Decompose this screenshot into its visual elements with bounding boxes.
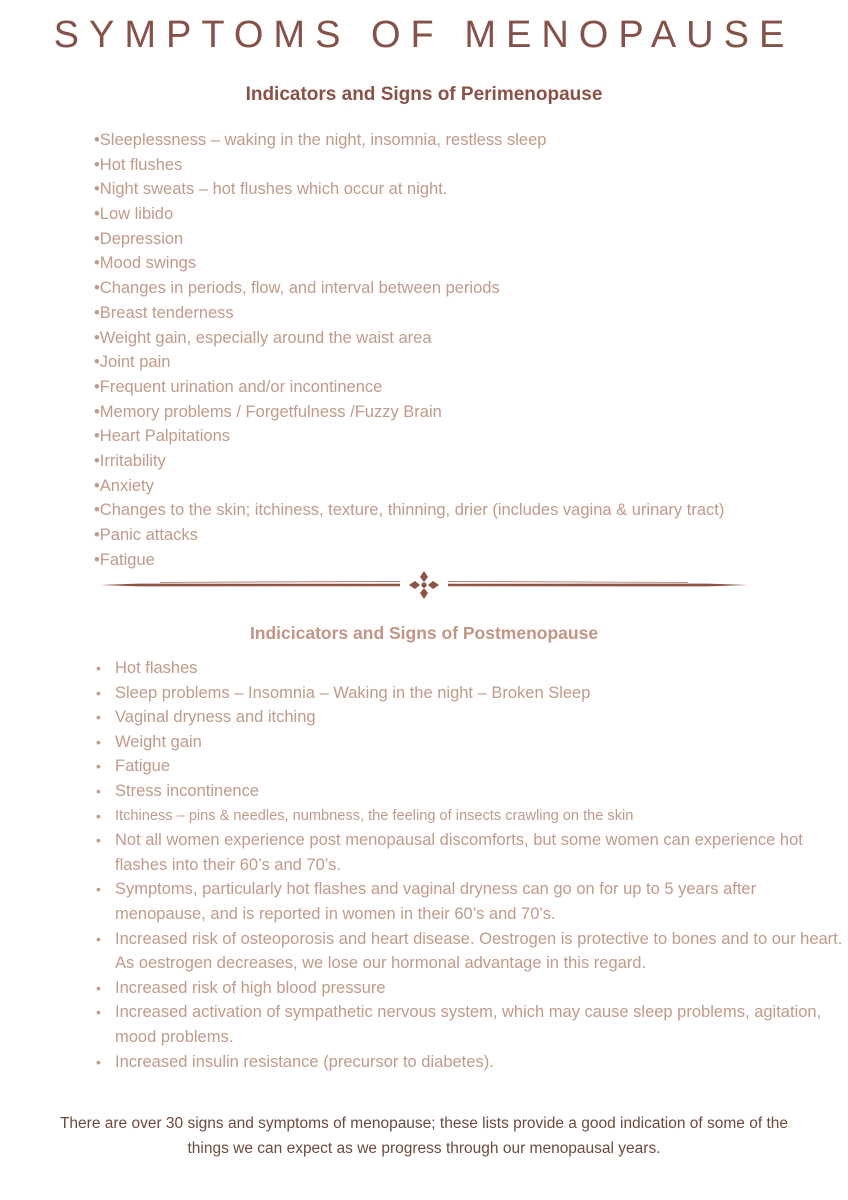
bullet-icon: • [96, 684, 101, 701]
list-item [94, 877, 844, 926]
list-item-text: Stress incontinence [115, 781, 259, 800]
list-item: •Heart Palpitations [94, 427, 231, 446]
postmenopause-heading: Indicicators and Signs of Postmenopause [249, 623, 599, 643]
list-item [94, 1050, 844, 1075]
perimenopause-list [94, 128, 724, 572]
list-item-text: Increased insulin resistance (precursor to diabetes). [115, 1052, 494, 1071]
divider-line-left [100, 584, 400, 587]
list-item: •Frequent urination and/or incontinence [94, 377, 383, 396]
list-item [94, 927, 844, 976]
list-item: •Hot flushes [94, 155, 183, 174]
list-item: •Changes to the skin; itchiness, texture, thinning, drier (includes vagina & urinary tract) [94, 501, 725, 520]
list-item-text: Fatigue [115, 757, 171, 776]
footer-note: There are over 30 signs and symptoms of menopause; these lists provide a good indication of some of the things we can expect as we progress through our menopausal years. [59, 1115, 789, 1157]
list-item [94, 656, 844, 681]
list-item: •Weight gain, especially around the waist area [94, 328, 432, 347]
divider-line-left-thin [160, 581, 400, 582]
postmenopause-list [94, 656, 844, 1074]
list-item [94, 730, 844, 755]
bullet-icon: • [96, 807, 101, 824]
bullet-icon: • [96, 709, 101, 726]
list-item [94, 779, 844, 804]
bullet-icon: • [96, 733, 101, 750]
list-item: •Memory problems / Forgetfulness /Fuzzy Brain [94, 402, 442, 421]
list-item: •Anxiety [94, 476, 154, 495]
divider-line-right-thin [448, 581, 688, 582]
list-item [94, 754, 844, 779]
list-item: •Breast tenderness [94, 303, 234, 322]
bullet-icon: • [96, 832, 101, 849]
bullet-icon: • [96, 758, 101, 775]
list-item: •Fatigue [94, 550, 155, 569]
list-item [94, 976, 844, 1001]
list-item: •Sleeplessness – waking in the night, insomnia, restless sleep [94, 131, 547, 149]
bullet-icon: • [96, 881, 101, 898]
list-item-text: Increased activation of sympathetic nervous system, which may cause sleep problems, agitation, mood problems. [115, 1003, 822, 1046]
list-item: •Low libido [94, 205, 174, 224]
list-item: •Irritability [94, 451, 166, 470]
list-item-text: Not all women experience post menopausal discomforts, but some women can experience hot flashes into their 60’s and 70’s. [115, 831, 803, 874]
list-item: •Panic attacks [94, 526, 198, 544]
page-title: SYMPTOMS OF MENOPAUSE [53, 14, 795, 56]
list-item-text: Symptoms, particularly hot flashes and vaginal dryness can go on for up to 5 years after menopause, and is reported in women in their 60’s and 70’s. [115, 880, 757, 923]
bullet-icon: • [96, 1004, 101, 1021]
list-item [94, 804, 844, 829]
list-item [94, 828, 844, 877]
list-item: •Mood swings [94, 254, 197, 273]
list-item-text: Weight gain [115, 732, 202, 751]
divider-line-right [448, 584, 748, 587]
bullet-icon: • [96, 660, 101, 676]
list-item-text: Hot flashes [115, 659, 198, 677]
list-item [94, 705, 844, 730]
list-item-text: Sleep problems – Insomnia – Waking in the night – Broken Sleep [115, 683, 591, 702]
ornamental-divider [100, 570, 748, 600]
list-item-text: Itchiness – pins & needles, numbness, the feeling of insects crawling on the skin [115, 807, 634, 824]
perimenopause-heading: Indicators and Signs of Perimenopause [245, 84, 603, 105]
list-item: •Depression [94, 229, 184, 248]
list-item-text: Vaginal dryness and itching [115, 708, 316, 727]
list-item-text: Increased risk of osteoporosis and heart disease. Oestrogen is protective to bones and to our heart. As oestrogen decreases, we lose our hormonal advantage in this regard. [115, 929, 843, 973]
list-item [94, 1000, 844, 1049]
list-item: •Joint pain [94, 353, 171, 372]
list-item-text: Increased risk of high blood pressure [115, 978, 386, 997]
list-item: •Changes in periods, flow, and interval between periods [94, 279, 500, 298]
bullet-icon: • [96, 979, 101, 996]
bullet-icon: • [96, 1053, 101, 1070]
fleur-ornament-icon [409, 571, 439, 599]
bullet-icon: • [96, 930, 101, 947]
bullet-icon: • [96, 782, 101, 799]
list-item [94, 681, 844, 706]
list-item: •Night sweats – hot flushes which occur at night. [94, 180, 448, 199]
